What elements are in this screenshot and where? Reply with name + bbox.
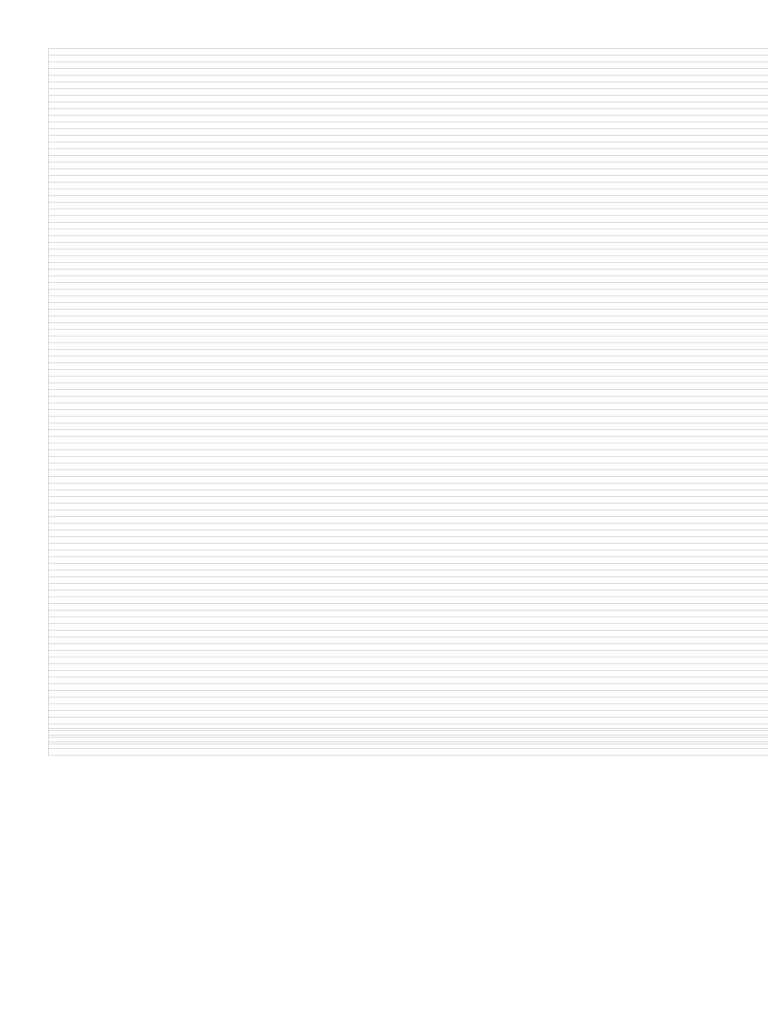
grid-background-lower (48, 728, 768, 756)
grid-background (48, 48, 768, 748)
